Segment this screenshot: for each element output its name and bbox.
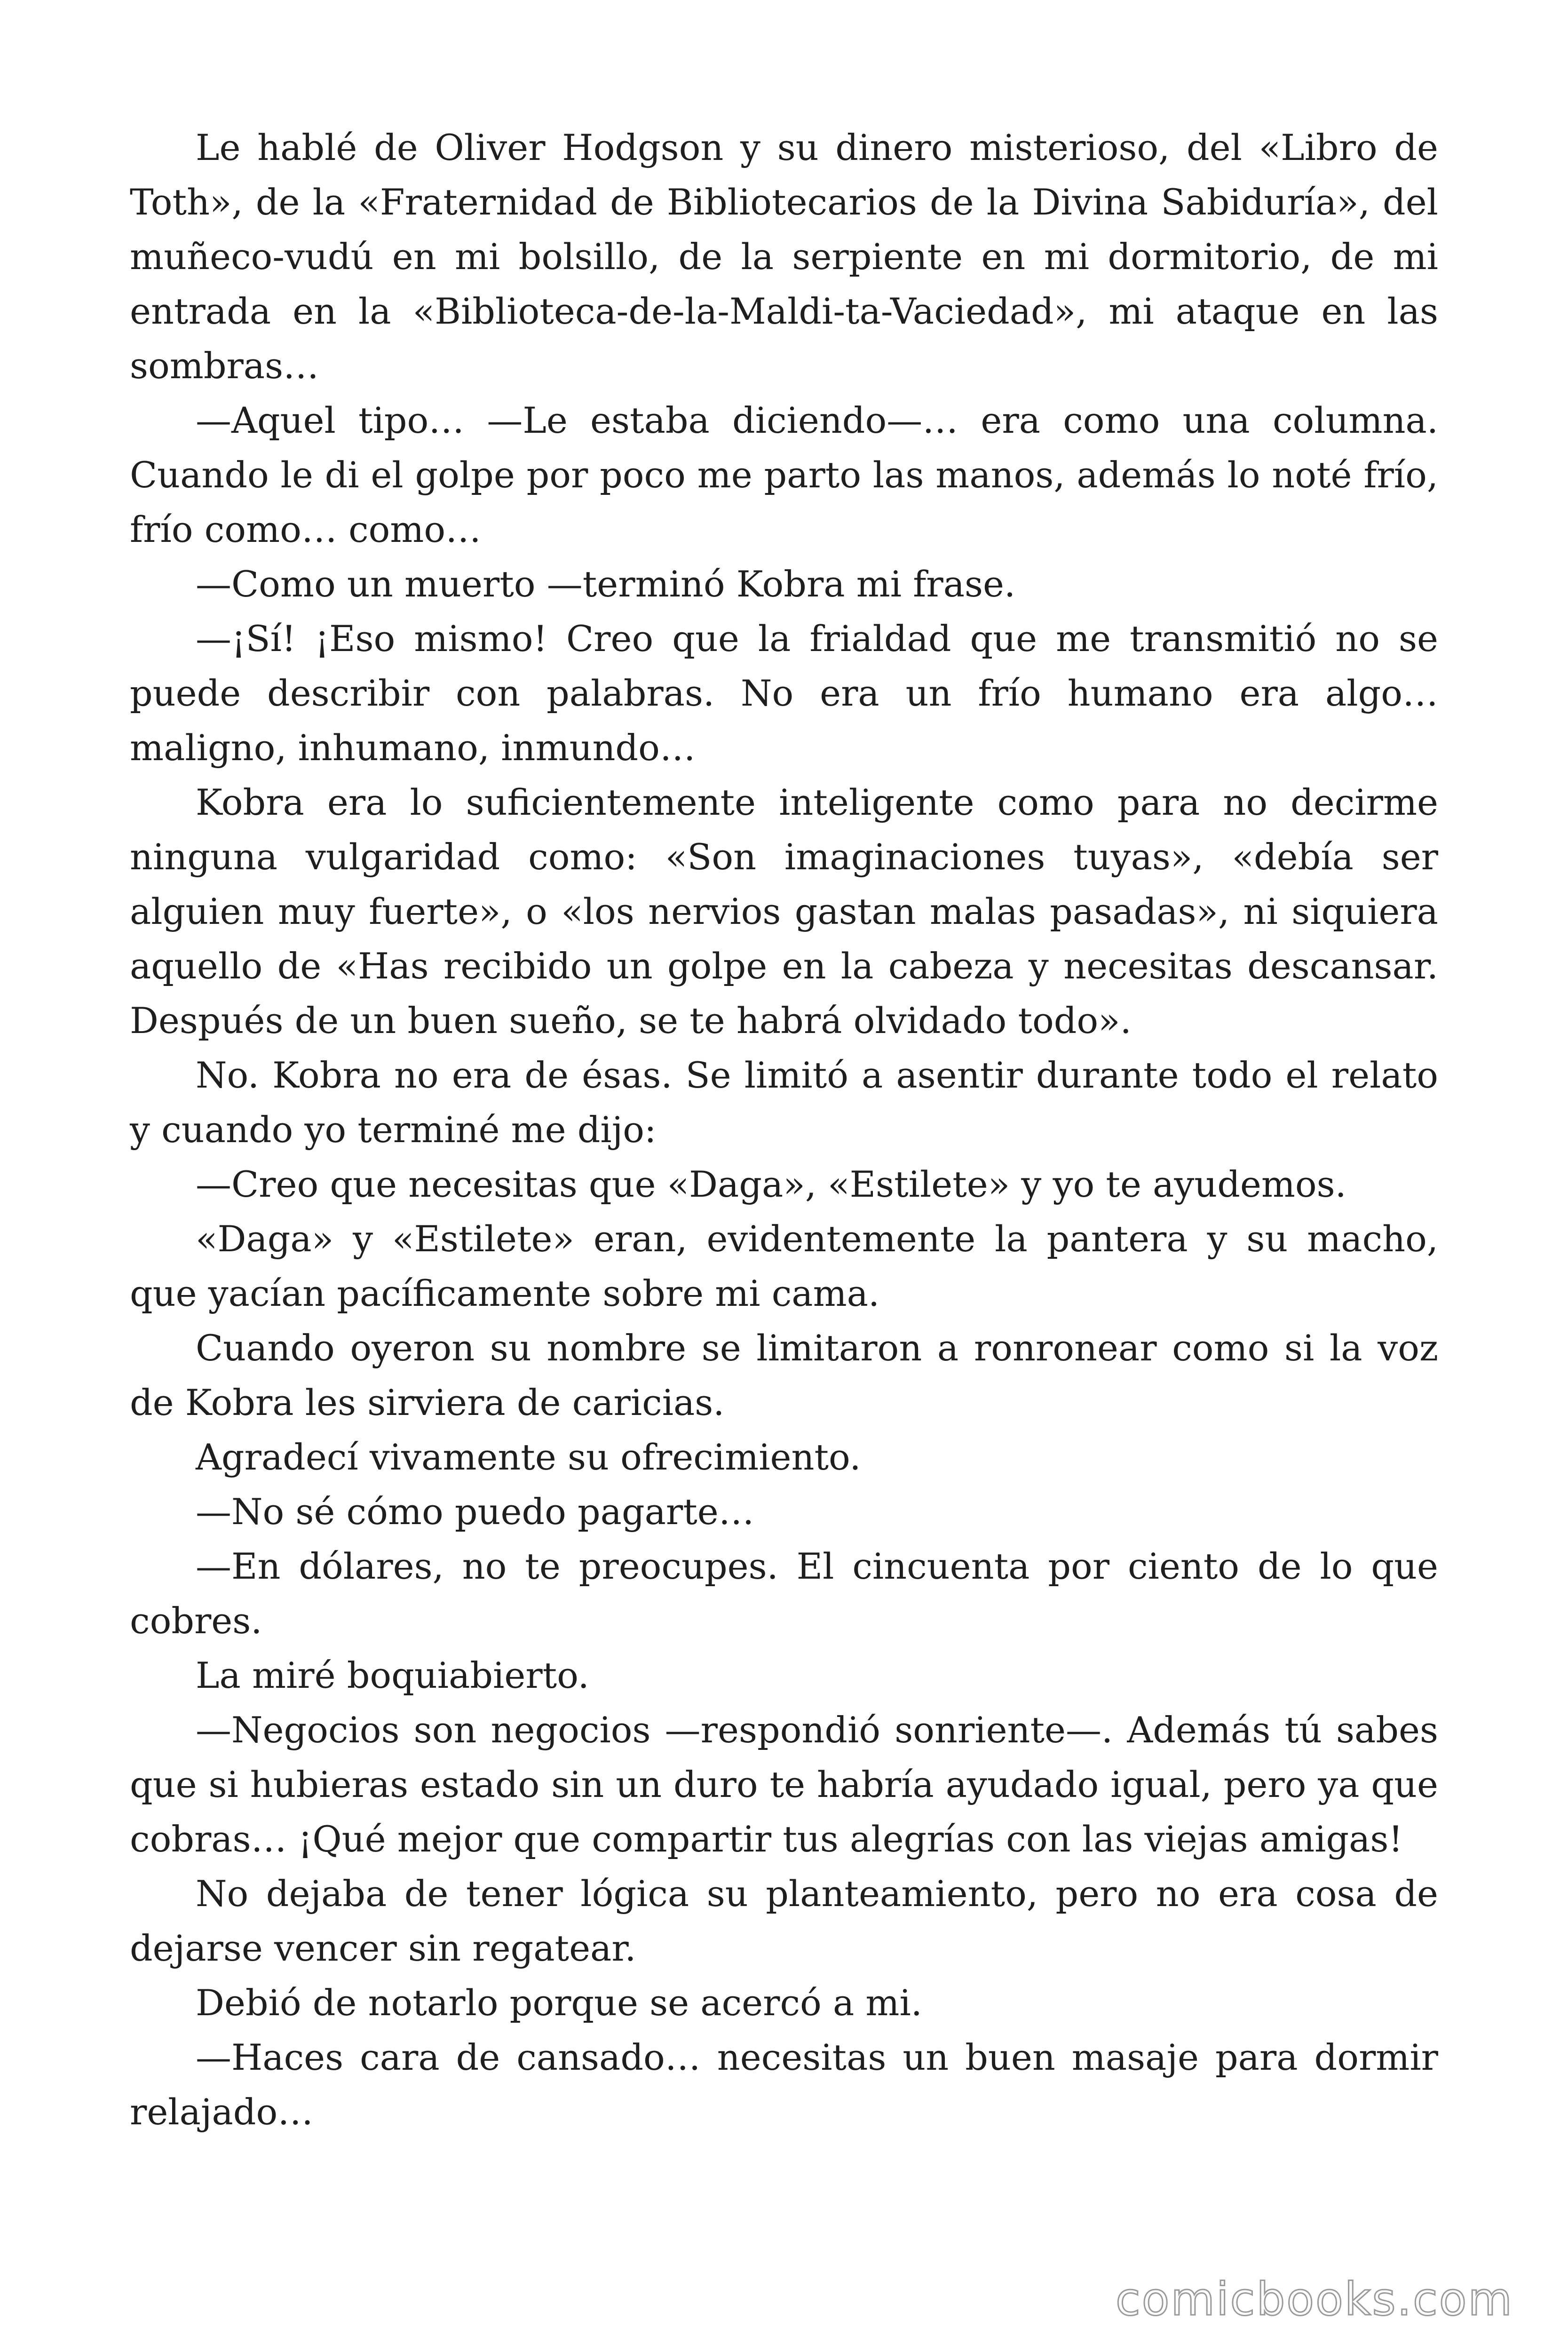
paragraph: —En dólares, no te preocupes. El cincuenta por ciento de lo que cobres.: [130, 1545, 1438, 1642]
paragraph: —Creo que necesitas que «Daga», «Estilete» y yo te ayudemos.: [196, 1163, 1346, 1205]
paragraph: —¡Sí! ¡Eso mismo! Creo que la frialdad que me transmitió no se puede describir con palabras. No era un frío humano era algo… maligno, inhumano, inmundo…: [130, 618, 1438, 769]
paragraph: —Haces cara de cansado… necesitas un buen masaje para dormir relajado…: [130, 2036, 1438, 2133]
paragraph: —Negocios son negocios —respondió sonriente—. Además tú sabes que si hubieras estado sin un duro te habría ayudado igual, pero ya que cobras… ¡Qué mejor que compartir tus alegrías con las viejas amigas!: [130, 1709, 1438, 1860]
paragraph: —Aquel tipo… —Le estaba diciendo—… era como una columna. Cuando le di el golpe por poco me parto las manos, además lo noté frío, frío como… como…: [130, 399, 1438, 550]
paragraph: Cuando oyeron su nombre se limitaron a ronronear como si la voz de Kobra les sirviera de caricias.: [130, 1327, 1438, 1423]
paragraph: Debió de notarlo porque se acercó a mi.: [196, 1982, 922, 2024]
paragraph: Agradecí vivamente su ofrecimiento.: [196, 1436, 861, 1478]
paragraph: Kobra era lo suficientemente inteligente como para no decirme ninguna vulgaridad como: «Son imaginaciones tuyas», «debía ser alguien muy fuerte», o «los nervios gastan malas pasadas», ni siquiera aquello de «Has recibido un golpe en la cabeza y necesitas descansar. Después de un buen sueño, se te habrá olvidado todo».: [130, 781, 1438, 1041]
paragraph: —No sé cómo puedo pagarte…: [196, 1491, 754, 1533]
paragraph: La miré boquiabierto.: [196, 1654, 589, 1696]
paragraph: «Daga» y «Estilete» eran, evidentemente la pantera y su macho, que yacían pacíficamente sobre mi cama.: [130, 1218, 1438, 1314]
page-body: [130, 120, 1438, 2139]
paragraph: No. Kobra no era de ésas. Se limitó a asentir durante todo el relato y cuando yo terminé me dijo:: [130, 1054, 1438, 1151]
paragraph: —Como un muerto —terminó Kobra mi frase.: [196, 563, 1016, 605]
paragraph: No dejaba de tener lógica su planteamiento, pero no era cosa de dejarse vencer sin regatear.: [130, 1873, 1438, 1969]
paragraph: Le hablé de Oliver Hodgson y su dinero misterioso, del «Libro de Toth», de la «Fraternidad de Bibliotecarios de la Divina Sabiduría», del muñeco-vudú en mi bolsillo, de la serpiente en mi dormitorio, de mi entrada en la «Biblioteca-de-la-Maldi-ta-Vaciedad», mi ataque en las sombras…: [130, 127, 1438, 387]
watermark: comicbooks.com: [1115, 2273, 1513, 2326]
